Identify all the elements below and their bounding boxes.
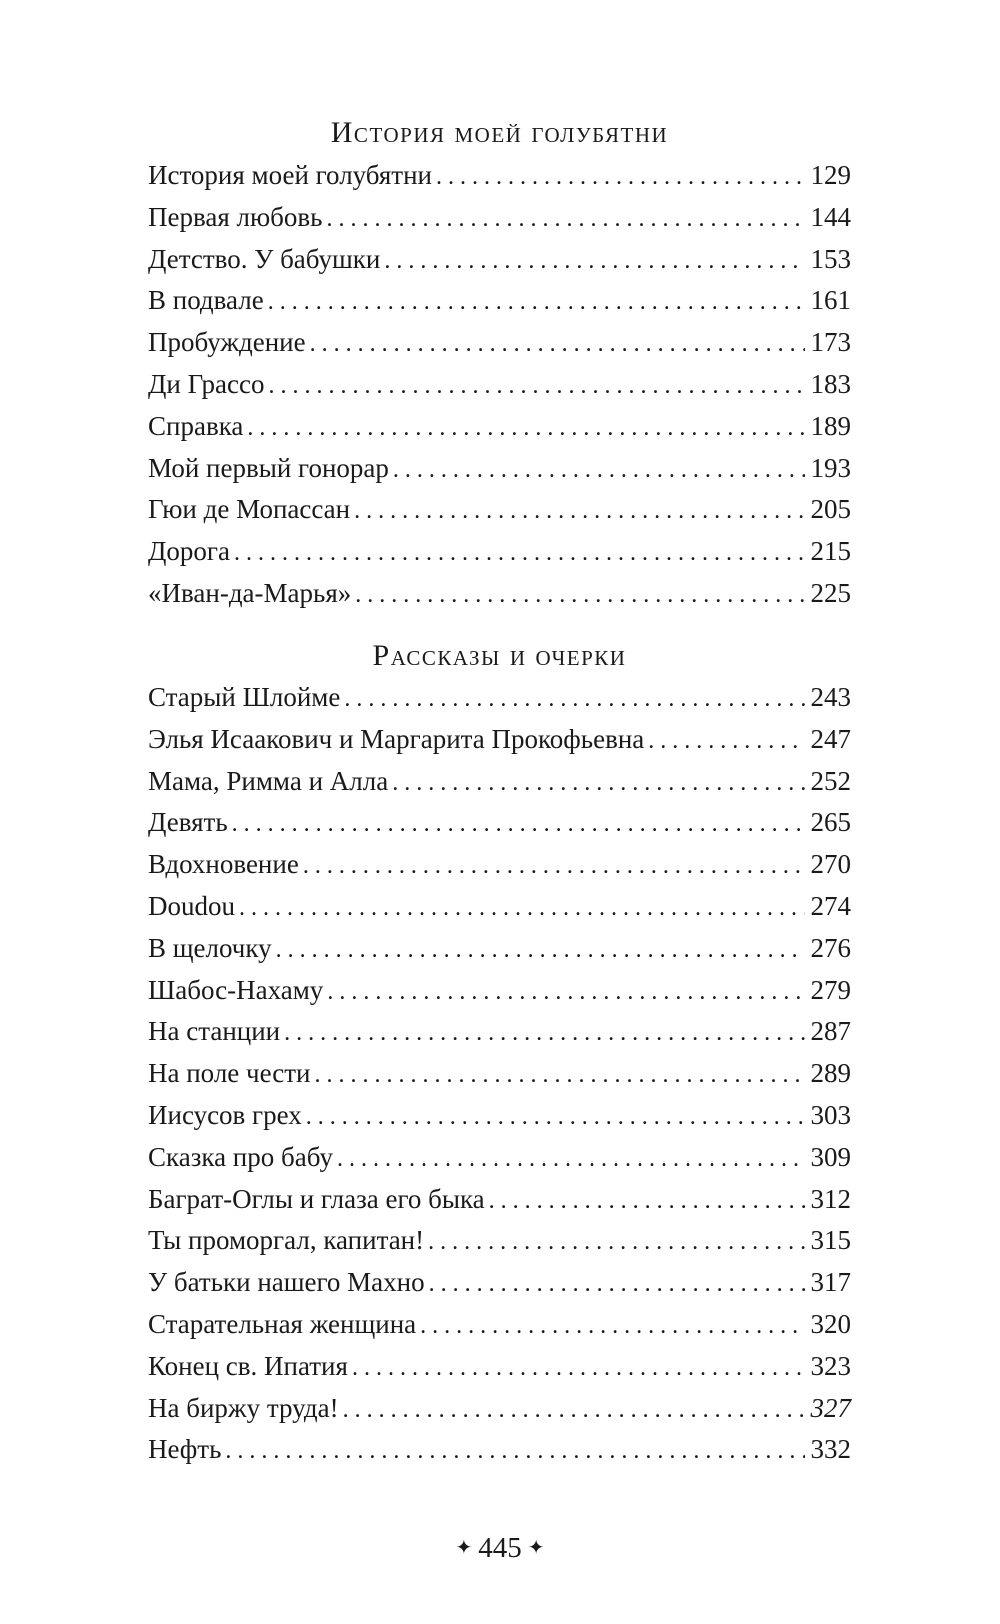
dot-leader [327,972,804,1014]
toc-entry [148,573,851,615]
dot-leader [326,199,804,241]
toc-entry-page: 161 [810,285,851,316]
dot-leader [428,1222,804,1264]
toc-entry [148,677,851,719]
dot-leader [234,533,805,575]
toc-entry [148,1388,851,1430]
toc-entry [148,1011,851,1053]
four-point-star-icon: ✦ [455,1537,473,1559]
toc-entry-page: 270 [810,849,851,880]
toc-entry-page: 193 [810,452,851,483]
toc-entry-page: 303 [810,1099,851,1130]
dot-leader [352,1348,805,1390]
toc-entry [148,1053,851,1095]
toc-entry-title: Справка [148,410,244,441]
page-folio [0,1530,1000,1566]
toc-entry [148,197,851,239]
toc-entry-title: Пробуждение [148,327,306,358]
dot-leader [392,763,804,805]
toc-entry-title: Старый Шлойме [148,682,341,712]
toc-entry-title: Элья Исаакович и Маргарита Прокофьевна [148,723,645,754]
toc-entry-page: 189 [810,410,851,441]
toc-entry-page: 247 [810,723,851,754]
toc-entry-page: 320 [810,1308,851,1339]
dot-leader [247,408,804,450]
toc-entry-page: 312 [810,1183,851,1214]
dot-leader [306,1097,805,1139]
toc-entry-page: 252 [810,765,851,796]
toc-entry-title: «Иван-да-Марья» [148,577,352,608]
toc-entry [148,322,851,364]
dot-leader [429,1264,805,1306]
toc-entry [148,844,851,886]
dot-leader [225,1431,804,1473]
toc-entry [148,280,851,322]
toc-list-pigeon-house [148,155,851,615]
toc-entry-title: Детство. У бабушки [148,243,381,274]
dot-leader [648,721,804,763]
toc-entry-title: На станции [148,1016,281,1047]
dot-leader [393,450,805,492]
toc-entry-title: Мама, Римма и Алла [148,765,389,796]
toc-entry [148,1262,851,1304]
toc-entry-title: Шабос-Нахаму [148,974,324,1005]
toc-entry-page: 289 [810,1058,851,1089]
dot-leader [315,1055,805,1097]
toc-entry-page: 279 [810,974,851,1005]
dot-leader [337,1139,805,1181]
toc-entry-title: У батьки нашего Махно [148,1267,425,1298]
dot-leader [384,241,804,283]
toc-entry-title: На биржу труда! [148,1392,339,1423]
dot-leader [303,846,805,888]
toc-entry-page: 274 [810,890,851,921]
toc-entry-title: В подвале [148,285,264,316]
toc-entry [148,1429,851,1471]
toc-entry-title: Ты проморгал, капитан! [148,1225,425,1256]
toc-entry [148,761,851,803]
toc-entry-title: Первая любовь [148,201,323,232]
toc-entry-title: На поле чести [148,1058,311,1089]
toc-entry-title: Девять [148,807,228,838]
toc-entry-page: 323 [810,1350,851,1381]
dot-leader [310,324,805,366]
toc-entry-page: 153 [810,243,851,274]
toc-entry [148,1095,851,1137]
toc-entry-title: Конец св. Ипатия [148,1350,348,1381]
dot-leader [489,1181,805,1223]
toc-entry-page: 129 [810,160,851,190]
toc-entry-page: 317 [810,1267,851,1298]
toc-entry-page: 327 [810,1392,851,1423]
toc-entry [148,1179,851,1221]
toc-entry [148,239,851,281]
toc-entry-page: 276 [810,932,851,963]
toc-entry [148,531,851,573]
toc-entry-page: 315 [810,1225,851,1256]
toc-entry [148,448,851,490]
toc-entry [148,970,851,1012]
toc-entry-title: История моей голубятни [148,160,432,190]
toc-entry [148,719,851,761]
toc-entry-page: 309 [810,1141,851,1172]
section-title-pigeon-house: История моей голубятни [330,116,669,149]
dot-leader [343,1390,805,1432]
toc-entry-page: 225 [810,577,851,608]
four-point-star-icon: ✦ [527,1537,545,1559]
dot-leader [268,282,805,324]
toc-entry [148,886,851,928]
toc-entry-title: Doudou [148,890,235,921]
dot-leader [268,366,804,408]
section-title-stories: Рассказы и очерки [372,639,627,672]
toc-entry [148,364,851,406]
dot-leader [239,888,805,930]
toc-entry-page: 173 [810,327,851,358]
toc-entry-title: В щелочку [148,932,272,963]
toc-entry [148,1346,851,1388]
toc-entry-title: Вдохновение [148,849,299,880]
toc-entry-title: Иисусов грех [148,1099,302,1130]
toc-entry [148,1220,851,1262]
toc-entry-page: 287 [810,1016,851,1047]
toc-entry-title: Старательная женщина [148,1308,417,1339]
toc-entry [148,489,851,531]
toc-entry-title: Сказка про бабу [148,1141,333,1172]
dot-leader [284,1013,804,1055]
toc-entry-page: 205 [810,494,851,525]
toc-entry-title: Гюи де Мопассан [148,494,351,525]
toc-entry-page: 332 [810,1434,851,1465]
toc-entry [148,802,851,844]
toc-entry [148,1304,851,1346]
dot-leader [355,575,804,617]
toc-list-stories [148,677,851,1471]
dot-leader [344,679,804,721]
toc-entry-page: 265 [810,807,851,838]
toc-entry-page: 215 [810,536,851,567]
toc-entry [148,406,851,448]
dot-leader [232,804,805,846]
toc-entry [148,928,851,970]
dot-leader [420,1306,804,1348]
toc-entry-title: Нефть [148,1434,222,1465]
page-number: 445 [478,1532,522,1564]
toc-entry-page: 144 [810,201,851,232]
toc-entry [148,1137,851,1179]
toc-entry-title: Мой первый гонорар [148,452,389,483]
toc-entry [148,155,851,197]
dot-leader [436,157,805,199]
toc-entry-title: Дорога [148,536,230,567]
toc-entry-page: 243 [810,682,851,712]
toc-entry-title: Баграт-Оглы и глаза его быка [148,1183,485,1214]
dot-leader [276,930,805,972]
dot-leader [354,491,804,533]
toc-entry-page: 183 [810,368,851,399]
toc-entry-title: Ди Грассо [148,368,265,399]
